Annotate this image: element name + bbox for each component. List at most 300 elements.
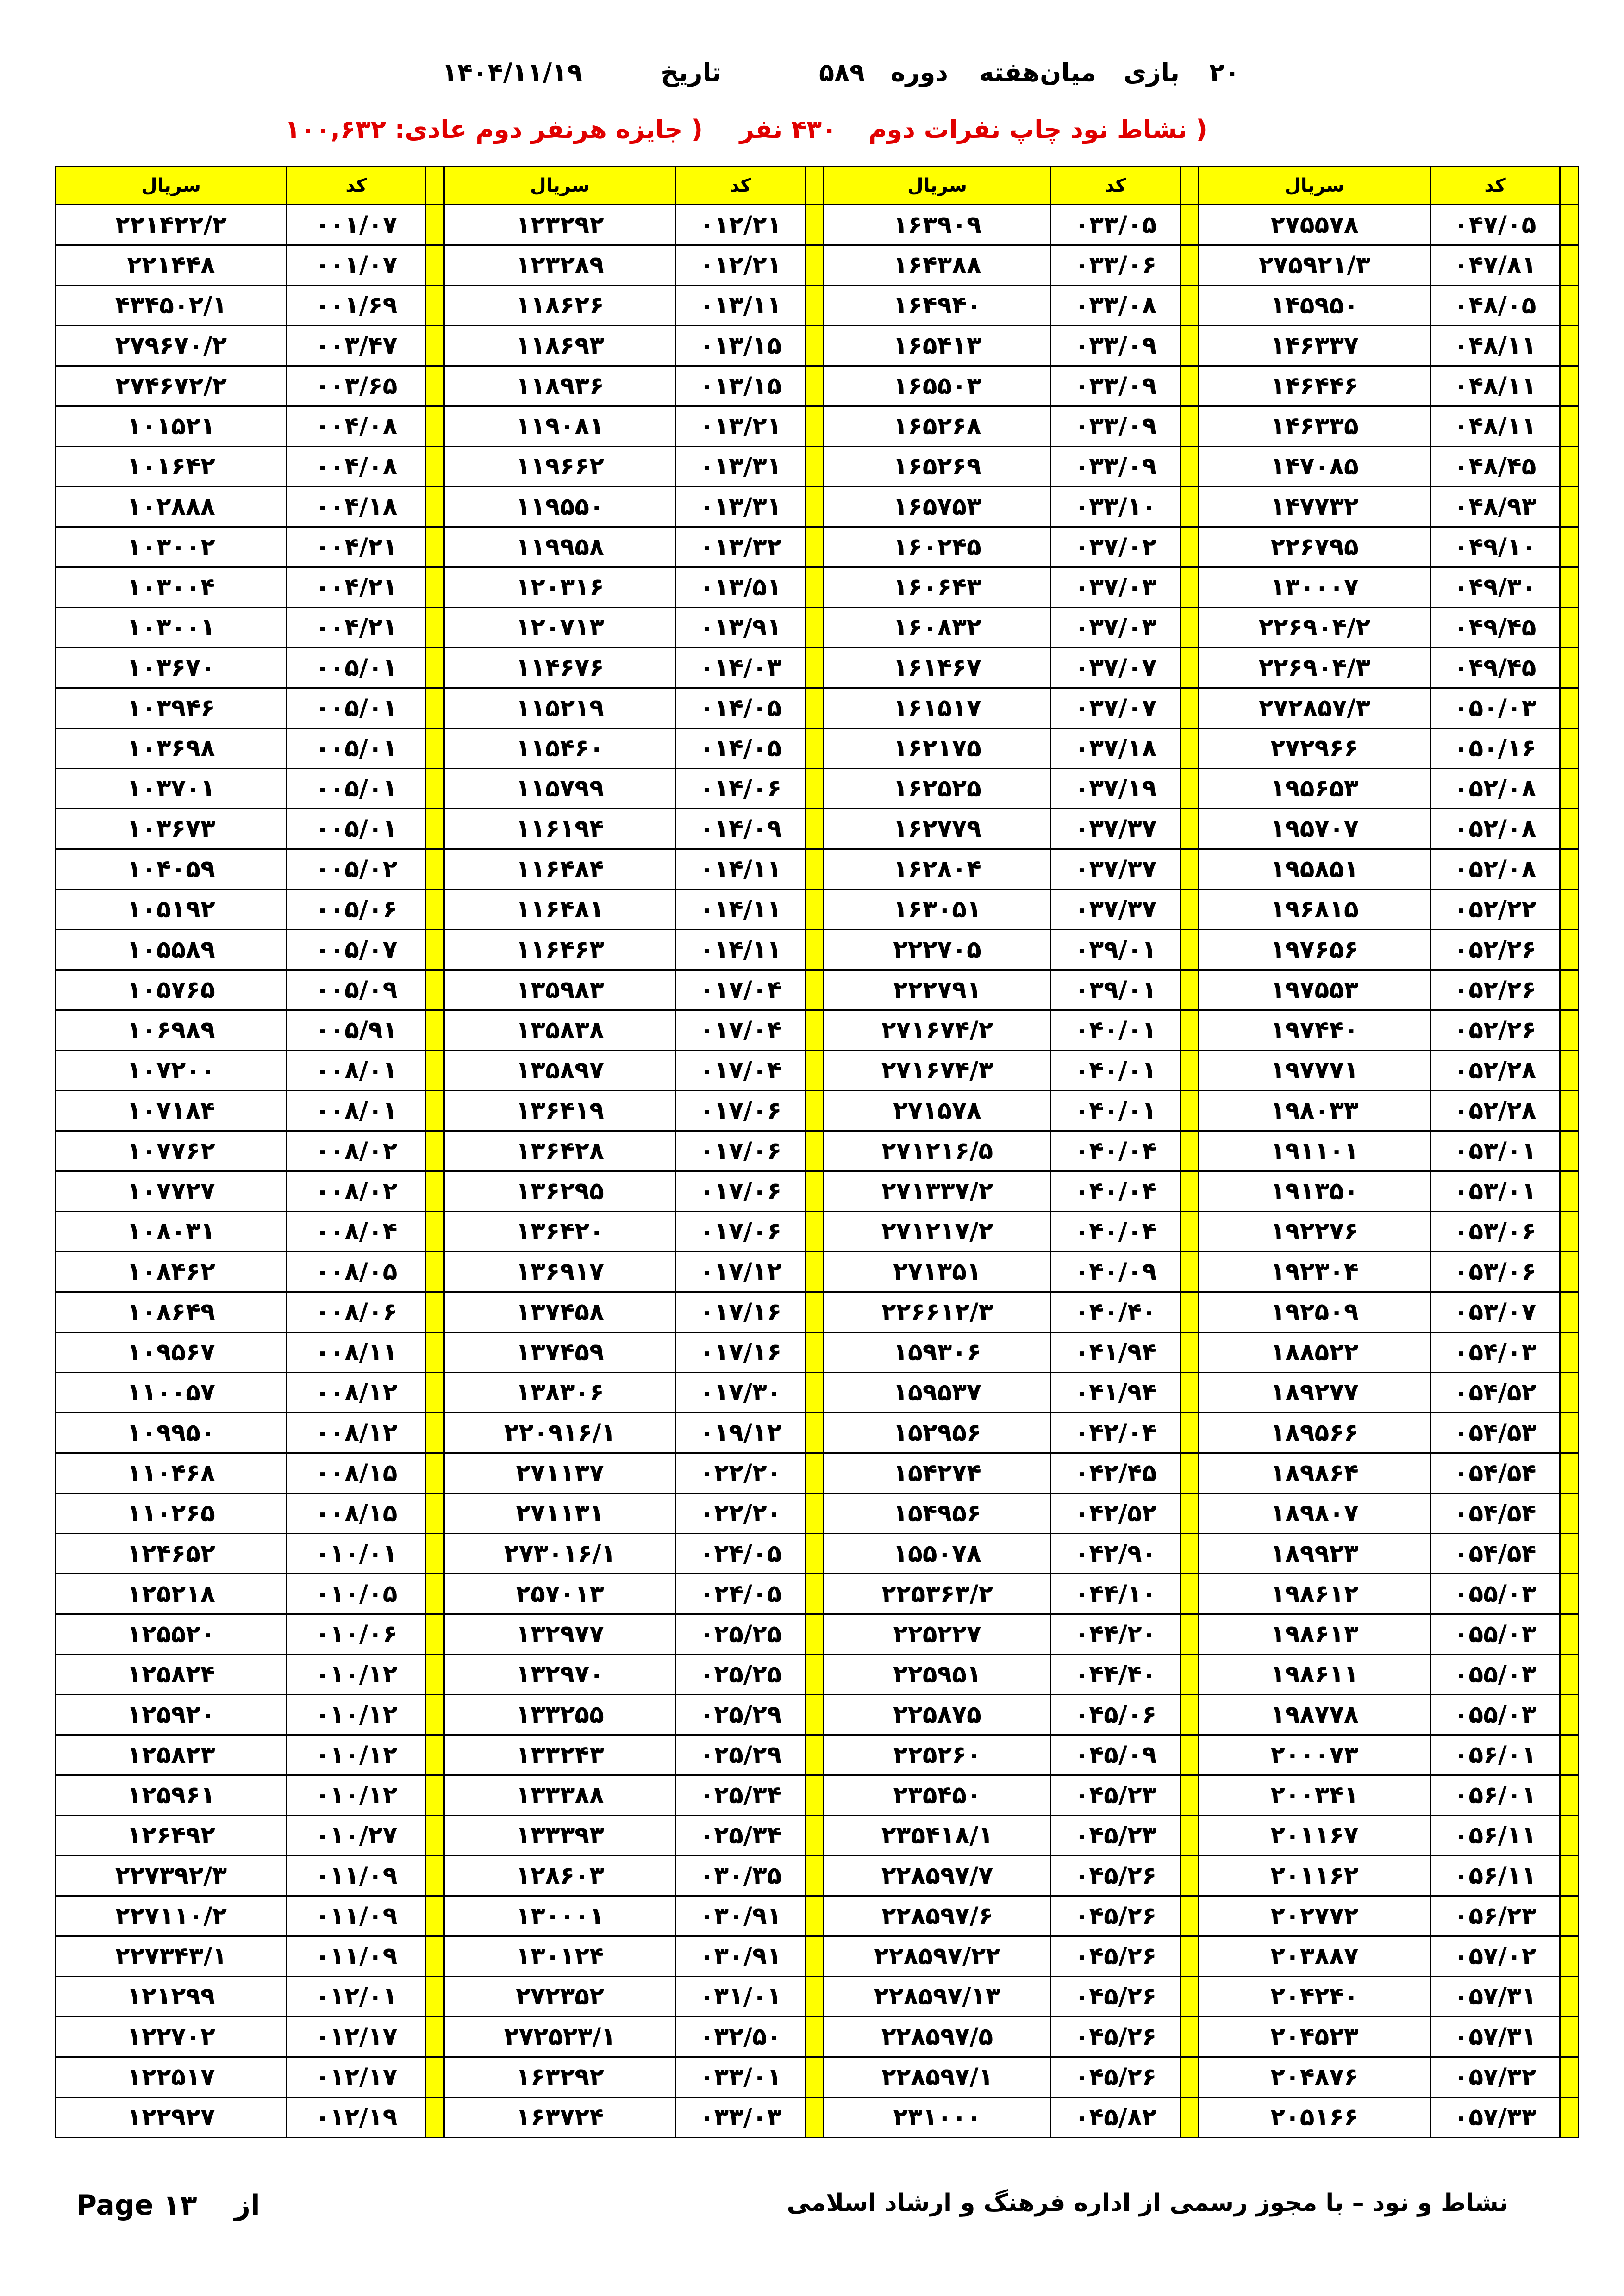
serial-cell: ۱۱۹۶۶۲: [444, 447, 676, 487]
period-number: ۵۸۹: [819, 58, 865, 87]
game-count: ۲۰: [1209, 58, 1240, 87]
column-separator: [806, 406, 824, 447]
subtitle-main: ( نشاط نود چاپ نفرات دوم: [868, 115, 1207, 144]
column-separator: [426, 1252, 444, 1292]
column-separator: [1181, 286, 1199, 326]
serial-cell: ۲۷۱۵۷۸: [824, 1091, 1051, 1131]
serial-cell: ۲۲۵۲۶۰: [824, 1735, 1051, 1775]
serial-cell: ۲۲۵۹۵۱: [824, 1655, 1051, 1695]
serial-cell: ۱۳۵۸۳۸: [444, 1010, 676, 1051]
code-cell: ۰۰۵/۰۱: [287, 769, 426, 809]
code-cell: ۰۰۸/۱۲: [287, 1413, 426, 1453]
column-separator: [426, 1977, 444, 2017]
code-cell: ۰۴۲/۹۰: [1051, 1534, 1181, 1574]
code-cell: ۰۱۳/۹۱: [676, 608, 806, 648]
column-separator: [1181, 1453, 1199, 1493]
column-separator: [426, 1534, 444, 1574]
code-cell: ۰۱۷/۰۶: [676, 1212, 806, 1252]
serial-cell: ۱۰۳۰۰۲: [56, 527, 287, 567]
code-cell: ۰۵۲/۲۸: [1430, 1051, 1560, 1091]
serial-cell: ۲۷۱۳۳۷/۲: [824, 1171, 1051, 1212]
serial-cell: ۱۱۹۰۸۱: [444, 406, 676, 447]
code-cell: ۰۰۱/۶۹: [287, 286, 426, 326]
serial-cell: ۱۲۲۹۲۷: [56, 2097, 287, 2138]
code-cell: ۰۴۴/۴۰: [1051, 1655, 1181, 1695]
column-separator: [806, 1171, 824, 1212]
serial-cell: ۱۵۴۹۵۶: [824, 1493, 1051, 1534]
serial-cell: ۱۱۰۲۶۵: [56, 1493, 287, 1534]
serial-cell: ۱۰۹۹۵۰: [56, 1413, 287, 1453]
column-separator: [806, 648, 824, 688]
code-cell: ۰۱۴/۰۹: [676, 809, 806, 849]
code-cell: ۰۳۲/۵۰: [676, 2017, 806, 2057]
column-separator: [1560, 728, 1579, 769]
code-cell: ۰۱۱/۰۹: [287, 1936, 426, 1977]
column-separator: [1181, 1332, 1199, 1373]
code-cell: ۰۵۷/۰۲: [1430, 1936, 1560, 1977]
column-separator: [1181, 1010, 1199, 1051]
code-cell: ۰۲۵/۳۴: [676, 1775, 806, 1816]
column-separator: [806, 1131, 824, 1171]
table-row: [56, 1977, 1579, 2017]
table-row: [56, 648, 1579, 688]
serial-cell: ۱۴۷۷۳۲: [1199, 487, 1430, 527]
serial-cell: ۲۲۲۷۹۱: [824, 970, 1051, 1010]
serial-cell: ۱۰۱۵۲۱: [56, 406, 287, 447]
serial-cell: ۱۰۳۶۷۰: [56, 648, 287, 688]
code-cell: ۰۵۷/۳۱: [1430, 1977, 1560, 2017]
code-cell: ۰۰۸/۰۴: [287, 1212, 426, 1252]
code-cell: ۰۵۴/۵۳: [1430, 1413, 1560, 1453]
code-cell: ۰۵۲/۲۶: [1430, 930, 1560, 970]
code-cell: ۰۴۹/۴۵: [1430, 608, 1560, 648]
serial-cell: ۲۲۱۴۲۲/۲: [56, 205, 287, 245]
column-separator: [426, 1413, 444, 1453]
code-cell: ۰۱۷/۰۴: [676, 1010, 806, 1051]
serial-cell: ۲۰۳۸۸۷: [1199, 1936, 1430, 1977]
serial-cell: ۲۲۵۸۷۵: [824, 1695, 1051, 1735]
serial-cell: ۱۳۸۳۰۶: [444, 1373, 676, 1413]
code-cell: ۰۰۸/۱۲: [287, 1373, 426, 1413]
column-separator: [806, 1051, 824, 1091]
column-separator: [1560, 1091, 1579, 1131]
serial-cell: ۱۶۱۵۱۷: [824, 688, 1051, 728]
column-separator: [1181, 1131, 1199, 1171]
column-separator: [1181, 205, 1199, 245]
code-cell: ۰۵۲/۲۲: [1430, 890, 1560, 930]
column-separator: [1181, 1775, 1199, 1816]
code-cell: ۰۳۱/۰۱: [676, 1977, 806, 2017]
code-cell: ۰۱۳/۳۱: [676, 447, 806, 487]
code-cell: ۰۵۴/۵۲: [1430, 1373, 1560, 1413]
serial-cell: ۱۳۷۴۵۸: [444, 1292, 676, 1332]
table-row: [56, 326, 1579, 366]
table-row: [56, 1171, 1579, 1212]
code-cell: ۰۵۳/۰۶: [1430, 1252, 1560, 1292]
column-separator: [426, 527, 444, 567]
serial-cell: ۲۲۶۹۰۴/۳: [1199, 648, 1430, 688]
table-row: [56, 487, 1579, 527]
column-separator: [426, 1614, 444, 1655]
code-cell: ۰۴۸/۹۳: [1430, 487, 1560, 527]
column-separator: [806, 1775, 824, 1816]
serial-cell: ۲۲۶۶۱۲/۳: [824, 1292, 1051, 1332]
code-cell: ۰۳۳/۰۹: [1051, 406, 1181, 447]
column-separator: [806, 688, 824, 728]
serial-cell: ۱۹۶۸۱۵: [1199, 890, 1430, 930]
column-separator: [426, 447, 444, 487]
serial-cell: ۱۰۹۵۶۷: [56, 1332, 287, 1373]
subtitle-line: [0, 115, 1624, 156]
code-cell: ۰۴۵/۰۹: [1051, 1735, 1181, 1775]
serial-cell: ۱۰۸۰۳۱: [56, 1212, 287, 1252]
code-cell: ۰۱۲/۱۹: [287, 2097, 426, 2138]
column-separator: [806, 1252, 824, 1292]
column-separator: [806, 1010, 824, 1051]
code-cell: ۰۳۳/۰۹: [1051, 366, 1181, 406]
column-separator: [1560, 1534, 1579, 1574]
table-row: [56, 1493, 1579, 1534]
code-cell: ۰۱۷/۰۶: [676, 1131, 806, 1171]
page-number: ۱۳: [163, 2189, 197, 2221]
serial-cell: ۱۸۹۹۲۳: [1199, 1534, 1430, 1574]
serial-cell: ۲۷۱۱۳۱: [444, 1493, 676, 1534]
serial-cell: ۱۹۸۶۱۳: [1199, 1614, 1430, 1655]
table-row: [56, 1534, 1579, 1574]
column-separator: [806, 1695, 824, 1735]
column-separator: [426, 1051, 444, 1091]
code-cell: ۰۱۳/۱۵: [676, 326, 806, 366]
table-body: [56, 205, 1579, 2138]
code-cell: ۰۵۳/۰۱: [1430, 1171, 1560, 1212]
table-row: [56, 1614, 1579, 1655]
column-separator: [426, 2017, 444, 2057]
column-separator: [806, 487, 824, 527]
column-separator: [1560, 769, 1579, 809]
serial-cell: ۲۷۴۶۷۲/۲: [56, 366, 287, 406]
code-cell: ۰۴۷/۸۱: [1430, 245, 1560, 286]
code-cell: ۰۳۷/۱۸: [1051, 728, 1181, 769]
column-separator: [1560, 527, 1579, 567]
column-separator: [426, 326, 444, 366]
column-separator: [426, 1735, 444, 1775]
serial-cell: ۱۰۷۱۸۴: [56, 1091, 287, 1131]
column-separator: [1560, 1332, 1579, 1373]
serial-cell: ۱۰۳۰۰۴: [56, 567, 287, 608]
code-cell: ۰۱۳/۲۱: [676, 406, 806, 447]
serial-cell: ۱۲۶۴۹۲: [56, 1816, 287, 1856]
winners-table: [55, 166, 1579, 2138]
column-separator: [1181, 1373, 1199, 1413]
serial-cell: ۱۰۵۱۹۲: [56, 890, 287, 930]
serial-cell: ۱۴۶۳۳۷: [1199, 326, 1430, 366]
column-separator: [806, 1453, 824, 1493]
serial-cell: ۱۱۵۲۱۹: [444, 688, 676, 728]
column-separator: [1560, 688, 1579, 728]
column-separator: [426, 1010, 444, 1051]
column-separator: [426, 406, 444, 447]
code-cell: ۰۵۳/۰۱: [1430, 1131, 1560, 1171]
serial-cell: ۱۹۱۳۵۰: [1199, 1171, 1430, 1212]
code-cell: ۰۳۳/۰۹: [1051, 326, 1181, 366]
page-indicator: [76, 2189, 260, 2221]
column-separator: [806, 1212, 824, 1252]
serial-cell: ۱۱۶۴۸۴: [444, 849, 676, 890]
table-row: [56, 1735, 1579, 1775]
serial-cell: ۱۹۲۳۰۴: [1199, 1252, 1430, 1292]
serial-cell: ۱۲۵۲۱۸: [56, 1574, 287, 1614]
column-separator: [1181, 1051, 1199, 1091]
code-cell: ۰۴۷/۰۵: [1430, 205, 1560, 245]
code-cell: ۰۰۸/۰۵: [287, 1252, 426, 1292]
column-separator: [1560, 447, 1579, 487]
serial-cell: ۱۲۸۶۰۳: [444, 1856, 676, 1896]
serial-cell: ۱۶۲۸۰۴: [824, 849, 1051, 890]
code-cell: ۰۴۹/۱۰: [1430, 527, 1560, 567]
code-cell: ۰۵۶/۰۱: [1430, 1735, 1560, 1775]
serial-cell: ۱۶۰۸۳۲: [824, 608, 1051, 648]
code-cell: ۰۰۸/۰۲: [287, 1171, 426, 1212]
code-cell: ۰۱۴/۰۳: [676, 648, 806, 688]
column-separator: [1560, 487, 1579, 527]
serial-cell: ۱۳۶۹۱۷: [444, 1252, 676, 1292]
serial-cell: ۲۰۰۰۷۳: [1199, 1735, 1430, 1775]
serial-cell: ۱۸۸۵۲۲: [1199, 1332, 1430, 1373]
serial-cell: ۱۹۲۵۰۹: [1199, 1292, 1430, 1332]
code-cell: ۰۴۸/۴۵: [1430, 447, 1560, 487]
code-cell: ۰۵۰/۱۶: [1430, 728, 1560, 769]
column-separator: [426, 286, 444, 326]
code-cell: ۰۰۴/۰۸: [287, 447, 426, 487]
column-separator: [1181, 567, 1199, 608]
serial-cell: ۲۷۲۳۵۲: [444, 1977, 676, 2017]
column-separator: [806, 1856, 824, 1896]
serial-cell: ۱۲۲۵۱۷: [56, 2057, 287, 2097]
code-cell: ۰۱۳/۳۱: [676, 487, 806, 527]
code-cell: ۰۱۰/۰۵: [287, 1574, 426, 1614]
column-separator: [806, 1091, 824, 1131]
table-row: [56, 1373, 1579, 1413]
code-cell: ۰۵۶/۰۱: [1430, 1775, 1560, 1816]
column-separator: [1560, 930, 1579, 970]
serial-cell: ۱۹۱۱۰۱: [1199, 1131, 1430, 1171]
code-cell: ۰۵۲/۲۶: [1430, 970, 1560, 1010]
column-separator: [1181, 930, 1199, 970]
column-separator: [426, 930, 444, 970]
code-cell: ۰۳۷/۰۳: [1051, 567, 1181, 608]
column-separator: [426, 2057, 444, 2097]
serial-cell: ۱۰۸۴۶۲: [56, 1252, 287, 1292]
column-separator: [1560, 1453, 1579, 1493]
serial-cell: ۱۹۷۷۷۱: [1199, 1051, 1430, 1091]
column-separator: [1181, 406, 1199, 447]
code-cell: ۰۴۸/۰۵: [1430, 286, 1560, 326]
serial-cell: ۱۵۹۳۰۶: [824, 1332, 1051, 1373]
code-cell: ۰۱۷/۰۶: [676, 1171, 806, 1212]
column-separator: [806, 1534, 824, 1574]
column-separator: [806, 1373, 824, 1413]
code-cell: ۰۳۳/۰۳: [676, 2097, 806, 2138]
column-separator: [1560, 1816, 1579, 1856]
serial-cell: ۱۲۵۸۲۳: [56, 1735, 287, 1775]
serial-cell: ۲۲۷۳۴۳/۱: [56, 1936, 287, 1977]
column-separator: [426, 769, 444, 809]
column-separator: [806, 1413, 824, 1453]
code-cell: ۰۳۷/۳۷: [1051, 809, 1181, 849]
code-cell: ۰۴۸/۱۱: [1430, 366, 1560, 406]
code-cell: ۰۰۸/۰۱: [287, 1091, 426, 1131]
code-cell: ۰۰۵/۰۱: [287, 728, 426, 769]
serial-cell: ۱۸۹۲۷۷: [1199, 1373, 1430, 1413]
table-row: [56, 1453, 1579, 1493]
column-separator: [1181, 1252, 1199, 1292]
serial-cell: ۲۰۱۱۶۲: [1199, 1856, 1430, 1896]
table-row: [56, 2057, 1579, 2097]
column-separator: [1560, 2097, 1579, 2138]
serial-cell: ۲۷۱۱۳۷: [444, 1453, 676, 1493]
serial-cell: ۱۹۷۴۴۰: [1199, 1010, 1430, 1051]
code-cell: ۰۱۰/۱۲: [287, 1735, 426, 1775]
column-separator: [1181, 1977, 1199, 2017]
column-separator: [806, 849, 824, 890]
serial-cell: ۱۹۷۵۵۳: [1199, 970, 1430, 1010]
column-separator: [426, 1493, 444, 1534]
table-row: [56, 245, 1579, 286]
column-separator: [1181, 1413, 1199, 1453]
code-cell: ۰۵۲/۰۸: [1430, 809, 1560, 849]
draw-header: [0, 58, 1624, 100]
code-cell: ۰۴۵/۸۲: [1051, 2097, 1181, 2138]
column-separator: [1181, 527, 1199, 567]
serial-cell: ۱۳۲۹۷۷: [444, 1614, 676, 1655]
serial-cell: ۲۷۱۶۷۴/۲: [824, 1010, 1051, 1051]
column-separator: [806, 1332, 824, 1373]
serial-cell: ۱۰۵۵۸۹: [56, 930, 287, 970]
serial-cell: ۱۳۷۴۵۹: [444, 1332, 676, 1373]
column-separator: [1181, 2057, 1199, 2097]
serial-cell: ۲۲۵۳۶۳/۲: [824, 1574, 1051, 1614]
serial-cell: ۱۶۵۷۵۳: [824, 487, 1051, 527]
code-cell: ۰۴۲/۴۵: [1051, 1453, 1181, 1493]
serial-cell: ۱۱۸۶۹۳: [444, 326, 676, 366]
serial-cell: ۱۳۳۳۸۸: [444, 1775, 676, 1816]
serial-cell: ۱۱۶۱۹۴: [444, 809, 676, 849]
serial-cell: ۲۷۱۳۵۱: [824, 1252, 1051, 1292]
serial-cell: ۲۰۴۵۲۳: [1199, 2017, 1430, 2057]
table-row: [56, 205, 1579, 245]
code-cell: ۰۵۳/۰۶: [1430, 1212, 1560, 1252]
column-separator: [806, 2057, 824, 2097]
column-separator: [806, 326, 824, 366]
column-separator: [806, 1493, 824, 1534]
column-separator: [426, 970, 444, 1010]
code-cell: ۰۳۰/۹۱: [676, 1936, 806, 1977]
code-cell: ۰۱۴/۰۵: [676, 728, 806, 769]
serial-cell: ۱۶۳۹۰۹: [824, 205, 1051, 245]
column-separator: [1560, 1252, 1579, 1292]
column-header-code: کد: [1430, 167, 1560, 205]
column-separator: [806, 1977, 824, 2017]
serial-cell: ۱۹۸۰۳۳: [1199, 1091, 1430, 1131]
code-cell: ۰۰۵/۰۷: [287, 930, 426, 970]
code-cell: ۰۳۹/۰۱: [1051, 930, 1181, 970]
table-row: [56, 286, 1579, 326]
code-cell: ۰۳۰/۹۱: [676, 1896, 806, 1936]
code-cell: ۰۴۰/۰۱: [1051, 1091, 1181, 1131]
page-label: Page: [76, 2189, 154, 2221]
serial-cell: ۱۱۶۴۸۱: [444, 890, 676, 930]
code-cell: ۰۴۰/۴۰: [1051, 1292, 1181, 1332]
column-separator: [426, 1816, 444, 1856]
column-separator: [1560, 406, 1579, 447]
serial-cell: ۲۲۷۱۱۰/۲: [56, 1896, 287, 1936]
column-separator: [426, 1453, 444, 1493]
code-cell: ۰۱۴/۰۵: [676, 688, 806, 728]
column-separator: [1181, 487, 1199, 527]
code-cell: ۰۳۷/۰۳: [1051, 608, 1181, 648]
code-cell: ۰۱۴/۱۱: [676, 890, 806, 930]
code-cell: ۰۱۲/۲۱: [676, 245, 806, 286]
column-separator: [426, 849, 444, 890]
table-row: [56, 930, 1579, 970]
serial-cell: ۲۳۵۴۱۸/۱: [824, 1816, 1051, 1856]
code-cell: ۰۰۴/۲۱: [287, 567, 426, 608]
column-separator: [1181, 809, 1199, 849]
code-cell: ۰۴۴/۱۰: [1051, 1574, 1181, 1614]
serial-cell: ۱۲۲۷۰۲: [56, 2017, 287, 2057]
column-separator: [806, 1655, 824, 1695]
column-separator: [1560, 1977, 1579, 2017]
serial-cell: ۲۲۸۵۹۷/۲۲: [824, 1936, 1051, 1977]
code-cell: ۰۵۳/۰۷: [1430, 1292, 1560, 1332]
column-separator: [426, 167, 444, 205]
column-separator: [806, 2017, 824, 2057]
serial-cell: ۲۲۸۵۹۷/۶: [824, 1896, 1051, 1936]
code-cell: ۰۰۸/۱۱: [287, 1332, 426, 1373]
code-cell: ۰۱۷/۳۰: [676, 1373, 806, 1413]
serial-cell: ۲۲۸۵۹۷/۱۳: [824, 1977, 1051, 2017]
column-separator: [426, 366, 444, 406]
table-row: [56, 1695, 1579, 1735]
code-cell: ۰۰۸/۰۲: [287, 1131, 426, 1171]
code-cell: ۰۱۳/۱۵: [676, 366, 806, 406]
table-row: [56, 2017, 1579, 2057]
serial-cell: ۱۶۲۷۷۹: [824, 809, 1051, 849]
code-cell: ۰۵۷/۳۲: [1430, 2057, 1560, 2097]
code-cell: ۰۰۴/۲۱: [287, 608, 426, 648]
column-separator: [1560, 2057, 1579, 2097]
column-separator: [806, 930, 824, 970]
column-separator: [1560, 1413, 1579, 1453]
code-cell: ۰۴۵/۲۳: [1051, 1816, 1181, 1856]
column-separator: [1181, 1614, 1199, 1655]
code-cell: ۰۴۵/۲۶: [1051, 1856, 1181, 1896]
code-cell: ۰۱۲/۱۷: [287, 2017, 426, 2057]
code-cell: ۰۴۱/۹۴: [1051, 1332, 1181, 1373]
code-cell: ۰۵۵/۰۳: [1430, 1574, 1560, 1614]
serial-cell: ۲۲۸۵۹۷/۱: [824, 2057, 1051, 2097]
serial-cell: ۴۳۴۵۰۲/۱: [56, 286, 287, 326]
column-separator: [1560, 849, 1579, 890]
serial-cell: ۲۰۰۳۴۱: [1199, 1775, 1430, 1816]
code-cell: ۰۱۰/۱۲: [287, 1695, 426, 1735]
code-cell: ۰۴۵/۲۶: [1051, 1936, 1181, 1977]
serial-cell: ۱۴۶۴۴۶: [1199, 366, 1430, 406]
serial-cell: ۱۳۵۹۸۳: [444, 970, 676, 1010]
code-cell: ۰۵۲/۲۶: [1430, 1010, 1560, 1051]
code-cell: ۰۴۴/۲۰: [1051, 1614, 1181, 1655]
serial-cell: ۱۲۳۲۸۹: [444, 245, 676, 286]
